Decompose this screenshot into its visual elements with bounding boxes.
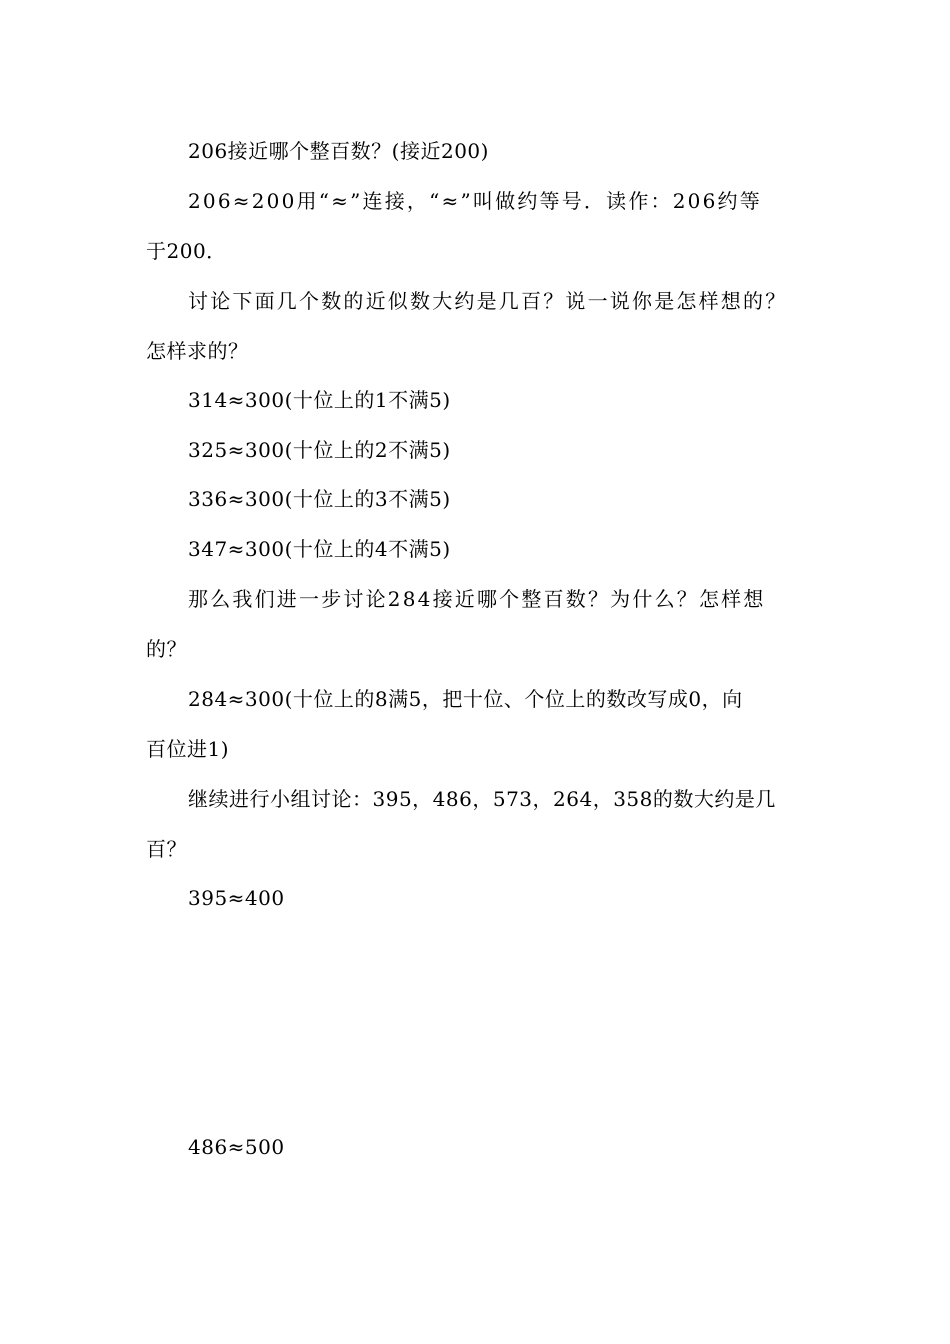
paragraph-line: 百？ [146, 837, 187, 861]
paragraph-line: 284≈300(十位上的8满5，把十位、个位上的数改写成0，向 [188, 687, 743, 711]
paragraph-line: 486≈500 [188, 1135, 285, 1159]
paragraph-line: 336≈300(十位上的3不满5) [188, 487, 451, 511]
paragraph-line: 于200． [146, 239, 227, 263]
paragraph-line: 314≈300(十位上的1不满5) [188, 388, 451, 412]
paragraph-line: 百位进1) [146, 737, 230, 761]
paragraph-line: 395≈400 [188, 886, 285, 910]
paragraph-line: 206接近哪个整百数？(接近200) [188, 139, 489, 163]
paragraph-line: 继续进行小组讨论：395，486，573，264，358的数大约是几 [188, 787, 776, 811]
paragraph-line: 的？ [146, 637, 187, 661]
paragraph-line: 325≈300(十位上的2不满5) [188, 438, 451, 462]
paragraph-line: 206≈200用“≈”连接，“≈”叫做约等号．读作：206约等 [188, 189, 762, 213]
paragraph-line: 347≈300(十位上的4不满5) [188, 537, 451, 561]
paragraph-line: 那么我们进一步讨论284接近哪个整百数？为什么？怎样想 [188, 587, 766, 611]
paragraph-line: 讨论下面几个数的近似数大约是几百？说一说你是怎样想的？ [188, 289, 788, 313]
paragraph-line: 怎样求的？ [146, 339, 249, 363]
